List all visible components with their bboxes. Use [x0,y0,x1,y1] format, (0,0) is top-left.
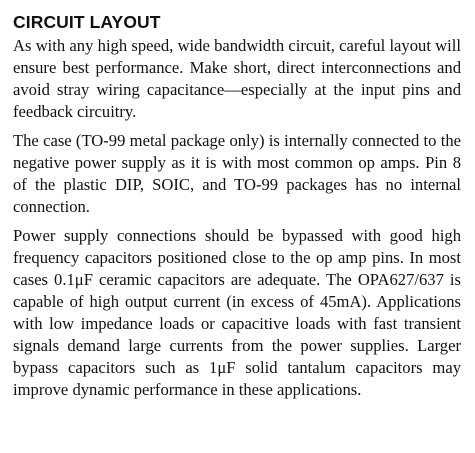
paragraph-power-supply-bypass: Power supply connections should be bypassed with good high frequency capacitors positioned close to the op amp pins. In most cases 0.1μF ceramic capacitors are adequate. The OPA627/637 is capable of high output current (in excess of 45mA). Applications with low impedance loads or capacitive loads with fast transient signals demand large currents from the power supplies. Larger bypass capacitors such as 1μF solid tantalum capacitors may improve dynamic performance in these applications. [13,226,461,399]
paragraph-case-connection: The case (TO-99 metal package only) is internally connected to the negative power supply as it is with most common op amps. Pin 8 of the plastic DIP, SOIC, and TO-99 packages has no internal connection. [13,131,461,216]
document-page [13,10,461,408]
paragraph-layout-guidance: As with any high speed, wide bandwidth circuit, careful layout will ensure best performance. Make short, direct interconnections and avoid stray wiring capacitance—especially at the input pins and feedback circuitry. [13,36,461,121]
section-heading: CIRCUIT LAYOUT [13,12,161,32]
